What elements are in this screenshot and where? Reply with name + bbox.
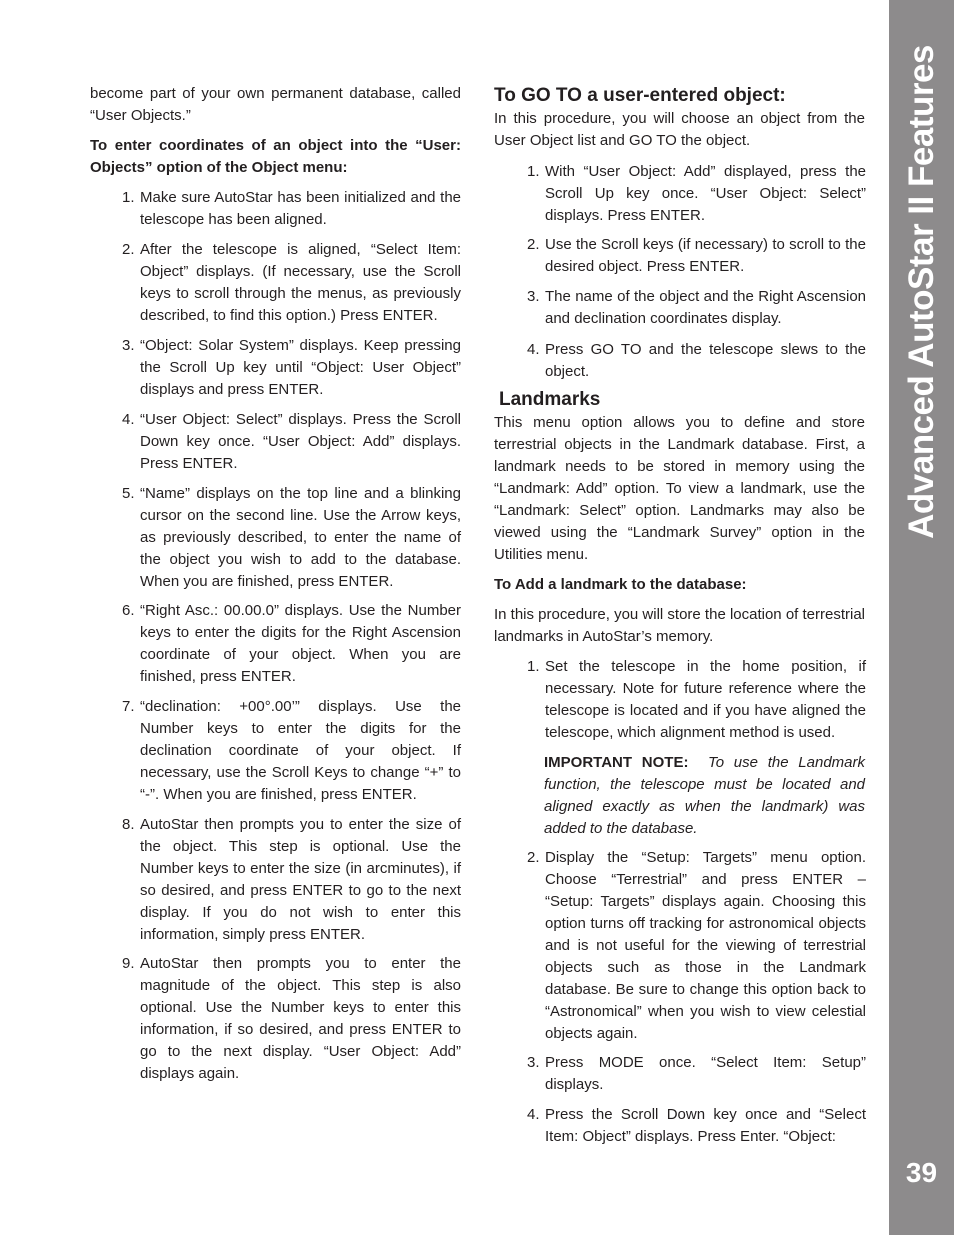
item-text: “Name” displays on the top line and a blinking cursor on the second line. Use the Arrow keys, as previously described, to enter the name of the object you wish to add to the database. When you are finished, press ENTER. bbox=[140, 485, 461, 590]
item-number: 2. bbox=[527, 849, 540, 866]
item-text: Set the telescope in the home position, if necessary. Note for future reference where the telescope is located and if you have aligned the telescope, which alignment method is used. bbox=[545, 658, 866, 741]
item-text: Press MODE once. “Select Item: Setup” displays. bbox=[545, 1054, 866, 1093]
item-number: 3. bbox=[527, 288, 540, 305]
item-number: 1. bbox=[527, 658, 540, 675]
item-text: With “User Object: Add” displayed, press the Scroll Up key once. “User Object: Select” displays. Press ENTER. bbox=[545, 163, 866, 224]
page-number: 39 bbox=[905, 1157, 938, 1188]
item-number: 9. bbox=[122, 955, 135, 972]
item-number: 4. bbox=[122, 411, 135, 428]
item-text: “Object: Solar System” displays. Keep pressing the Scroll Up key until “Object: User Object” displays and press ENTER. bbox=[140, 337, 461, 398]
add-landmark-intro: In this procedure, you will store the location of terrestrial landmarks in AutoStar’s memory. bbox=[494, 606, 866, 645]
list-item bbox=[122, 814, 461, 946]
chapter-sidebar bbox=[889, 0, 954, 1235]
landmarks-intro: This menu option allows you to define and store terrestrial objects in the Landmark database. First, a landmark needs to be stored in memory using the “Landmark: Add” option. To view a landmark, use the “Landmark: Select” option. Landmarks may also be viewed using the “Landmark Survey” option in the Utilities menu. bbox=[494, 414, 865, 563]
item-text: “User Object: Select” displays. Press the Scroll Down key once. “User Object: Add” displays. Press ENTER. bbox=[140, 411, 461, 472]
list-item bbox=[122, 953, 461, 1085]
landmarks-heading: Landmarks bbox=[499, 389, 601, 410]
item-text: Display the “Setup: Targets” menu option. Choose “Terrestrial” and press ENTER – “Setup: Targets” displays again. Choosing this option turns off tracking for astronomical objects and is not useful for the viewing of terrestrial objects such as those in the Landmark database. Be sure to change this option back to “Astronomical” when you wish to view celestial objects again. bbox=[545, 849, 866, 1042]
chapter-title: Advanced AutoStar II Features bbox=[901, 45, 941, 539]
item-number: 8. bbox=[122, 816, 135, 833]
note-label: IMPORTANT NOTE: bbox=[544, 754, 689, 771]
item-number: 2. bbox=[122, 241, 135, 258]
item-text: Use the Scroll keys (if necessary) to scroll to the desired object. Press ENTER. bbox=[545, 236, 866, 275]
item-number: 3. bbox=[527, 1054, 540, 1071]
list-item bbox=[527, 161, 866, 227]
intro-paragraph: become part of your own permanent database, called “User Objects.” bbox=[90, 85, 461, 124]
item-number: 4. bbox=[527, 341, 540, 358]
list-item bbox=[122, 696, 461, 806]
list-item bbox=[527, 656, 866, 744]
list-item bbox=[122, 483, 461, 593]
list-item bbox=[527, 234, 866, 278]
list-item bbox=[527, 1052, 866, 1096]
item-number: 3. bbox=[122, 337, 135, 354]
item-number: 2. bbox=[527, 236, 540, 253]
list-item bbox=[122, 600, 461, 688]
item-number: 1. bbox=[527, 163, 540, 180]
item-number: 4. bbox=[527, 1106, 540, 1123]
list-item bbox=[122, 409, 461, 475]
important-note bbox=[544, 752, 865, 840]
goto-heading: To GO TO a user-entered object: bbox=[494, 85, 786, 106]
list-item bbox=[527, 847, 866, 1045]
item-text: Make sure AutoStar has been initialized and the telescope has been aligned. bbox=[140, 189, 461, 228]
note-text: To use the Landmark function, the telescope must be located and aligned exactly as when the landmark) was added to the database. bbox=[544, 754, 866, 837]
list-item bbox=[122, 187, 461, 231]
item-text: “Right Asc.: 00.00.0” displays. Use the Number keys to enter the digits for the Right Ascension coordinate of your object. When you are finished, press ENTER. bbox=[140, 602, 461, 685]
item-text: AutoStar then prompts you to enter the size of the object. This step is optional. Use the Number keys to enter the size (in arcminutes), if so desired, and press ENTER to go to the next display. If you do not wish to enter this information, simply press ENTER. bbox=[140, 816, 461, 943]
add-landmark-heading: To Add a landmark to the database: bbox=[494, 576, 747, 593]
item-text: Press the Scroll Down key once and “Select Item: Object” displays. Press Enter. “Object: bbox=[545, 1106, 866, 1145]
list-item bbox=[527, 339, 866, 383]
item-number: 5. bbox=[122, 485, 135, 502]
goto-intro: In this procedure, you will choose an object from the User Object list and GO TO the object. bbox=[494, 110, 865, 149]
item-text: Press GO TO and the telescope slews to the object. bbox=[545, 341, 866, 380]
item-number: 6. bbox=[122, 602, 135, 619]
item-number: 1. bbox=[122, 189, 135, 206]
item-text: AutoStar then prompts you to enter the magnitude of the object. This step is also optional. Use the Number keys to enter this information, if so desired, and press ENTER to go to the next display. “User Object: Add” displays again. bbox=[140, 955, 461, 1082]
item-text: “declination: +00°.00’” displays. Use the Number keys to enter the digits for the declination coordinate of your object. If necessary, use the Scroll Keys to change “+” to “-”. When you are finished, press ENTER. bbox=[140, 698, 461, 803]
enter-coordinates-heading: To enter coordinates of an object into the “User: Objects” option of the Object menu: bbox=[90, 137, 461, 176]
list-item bbox=[122, 239, 461, 327]
list-item bbox=[527, 286, 866, 330]
list-item bbox=[122, 335, 461, 401]
list-item bbox=[527, 1104, 866, 1148]
item-number: 7. bbox=[122, 698, 135, 715]
item-text: The name of the object and the Right Ascension and declination coordinates display. bbox=[545, 288, 866, 327]
item-text: After the telescope is aligned, “Select Item: Object” displays. (If necessary, use the Scroll keys to scroll through the menus, as previously described, to find this option.) Press ENTER. bbox=[140, 241, 461, 324]
